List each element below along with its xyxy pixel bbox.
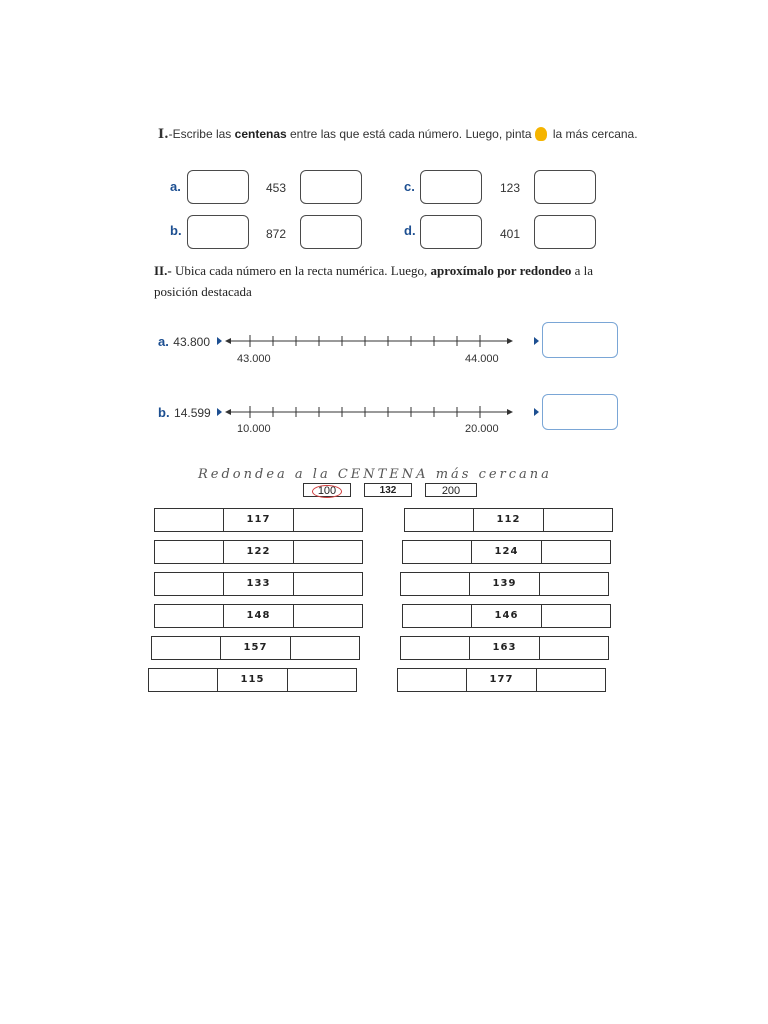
part1-roman-numeral: I. — [158, 127, 169, 142]
rounding-row-left-4 — [154, 604, 363, 628]
upper-hundred-input[interactable] — [293, 573, 362, 595]
number-line-b-end-label: 20.000 — [465, 423, 499, 435]
example-lower-box — [303, 483, 351, 497]
upper-hundred-input[interactable] — [293, 541, 362, 563]
answer-box-c-lower[interactable] — [420, 170, 482, 204]
lower-hundred-input[interactable] — [149, 669, 217, 691]
lower-hundred-input[interactable] — [155, 509, 223, 531]
answer-box-b-upper[interactable] — [300, 215, 362, 249]
upper-hundred-input[interactable] — [293, 605, 362, 627]
rounding-number: 177 — [466, 669, 535, 691]
item-number-c: 123 — [500, 181, 521, 195]
rounding-row-right-2 — [402, 540, 611, 564]
answer-box-a-upper[interactable] — [300, 170, 362, 204]
example-lower-value: 100 — [312, 485, 342, 498]
part2-roman-numeral: II.- — [154, 263, 172, 278]
lower-hundred-input[interactable] — [155, 605, 223, 627]
upper-hundred-input[interactable] — [539, 637, 608, 659]
lower-hundred-input[interactable] — [155, 573, 223, 595]
part2-instruction: II.- Ubica cada número en la recta numérica. Luego, aproxímalo por redondeo a la posición destacada — [154, 263, 594, 299]
rounding-number: 133 — [223, 573, 292, 595]
answer-box-a-lower[interactable] — [187, 170, 249, 204]
answer-box-b-lower[interactable] — [187, 215, 249, 249]
answer-box-d-lower[interactable] — [420, 215, 482, 249]
rounding-number: 124 — [471, 541, 540, 563]
rounding-row-right-4 — [402, 604, 611, 628]
upper-hundred-input[interactable] — [536, 669, 605, 691]
lower-hundred-input[interactable] — [155, 541, 223, 563]
lower-hundred-input[interactable] — [152, 637, 220, 659]
upper-hundred-input[interactable] — [287, 669, 356, 691]
rounding-number: 122 — [223, 541, 292, 563]
rounding-number: 112 — [473, 509, 542, 531]
item-number-a: 453 — [266, 181, 287, 195]
item-letter-a: a. — [170, 179, 181, 194]
example-upper-box: 200 — [425, 483, 477, 497]
rounding-row-left-5 — [151, 636, 360, 660]
example-number: 132 — [364, 483, 412, 497]
upper-hundred-input[interactable] — [541, 541, 610, 563]
rounding-row-right-6 — [397, 668, 606, 692]
paint-splash-icon — [535, 127, 547, 141]
rounding-row-left-1 — [154, 508, 363, 532]
lower-hundred-input[interactable] — [403, 541, 471, 563]
item-letter-d: d. — [404, 223, 416, 238]
marker-arrow-icon — [534, 408, 539, 416]
upper-hundred-input[interactable] — [293, 509, 362, 531]
rounding-row-left-6 — [148, 668, 357, 692]
item-number-b: 872 — [266, 227, 287, 241]
rounding-number: 148 — [223, 605, 292, 627]
rounding-number: 163 — [469, 637, 538, 659]
rounding-answer-box-a[interactable] — [542, 322, 618, 358]
rounding-answer-box-b[interactable] — [542, 394, 618, 430]
rounding-number: 117 — [223, 509, 292, 531]
rounding-row-right-5 — [400, 636, 609, 660]
item-letter-b: b. — [170, 223, 182, 238]
number-line-b — [225, 401, 515, 425]
rounding-number: 115 — [217, 669, 286, 691]
rounding-number: 139 — [469, 573, 538, 595]
upper-hundred-input[interactable] — [290, 637, 359, 659]
upper-hundred-input[interactable] — [543, 509, 612, 531]
item-letter-c: c. — [404, 179, 415, 194]
number-line-a-end-label: 44.000 — [465, 353, 499, 365]
item-number-d: 401 — [500, 227, 521, 241]
rounding-number: 146 — [471, 605, 540, 627]
part1-instruction: I.-Escribe las centenas entre las que está cada número. Luego, pinta la más cercana. — [158, 127, 638, 142]
number-line-a-value: a. 43.800 — [158, 334, 210, 349]
worksheet — [150, 120, 660, 695]
lower-hundred-input[interactable] — [401, 573, 469, 595]
lower-hundred-input[interactable] — [405, 509, 473, 531]
rounding-number: 157 — [220, 637, 289, 659]
number-line-b-start-label: 10.000 — [237, 423, 271, 435]
marker-arrow-icon — [217, 408, 222, 416]
lower-hundred-input[interactable] — [401, 637, 469, 659]
marker-arrow-icon — [534, 337, 539, 345]
number-line-a — [225, 330, 515, 354]
answer-box-d-upper[interactable] — [534, 215, 596, 249]
rounding-row-right-1 — [404, 508, 613, 532]
part3-title: Redondea a la CENTENA más cercana — [198, 467, 552, 482]
lower-hundred-input[interactable] — [403, 605, 471, 627]
rounding-row-left-3 — [154, 572, 363, 596]
upper-hundred-input[interactable] — [541, 605, 610, 627]
number-line-b-value: b. 14.599 — [158, 405, 211, 420]
answer-box-c-upper[interactable] — [534, 170, 596, 204]
rounding-row-left-2 — [154, 540, 363, 564]
rounding-row-right-3 — [400, 572, 609, 596]
lower-hundred-input[interactable] — [398, 669, 466, 691]
upper-hundred-input[interactable] — [539, 573, 608, 595]
marker-arrow-icon — [217, 337, 222, 345]
number-line-a-start-label: 43.000 — [237, 353, 271, 365]
